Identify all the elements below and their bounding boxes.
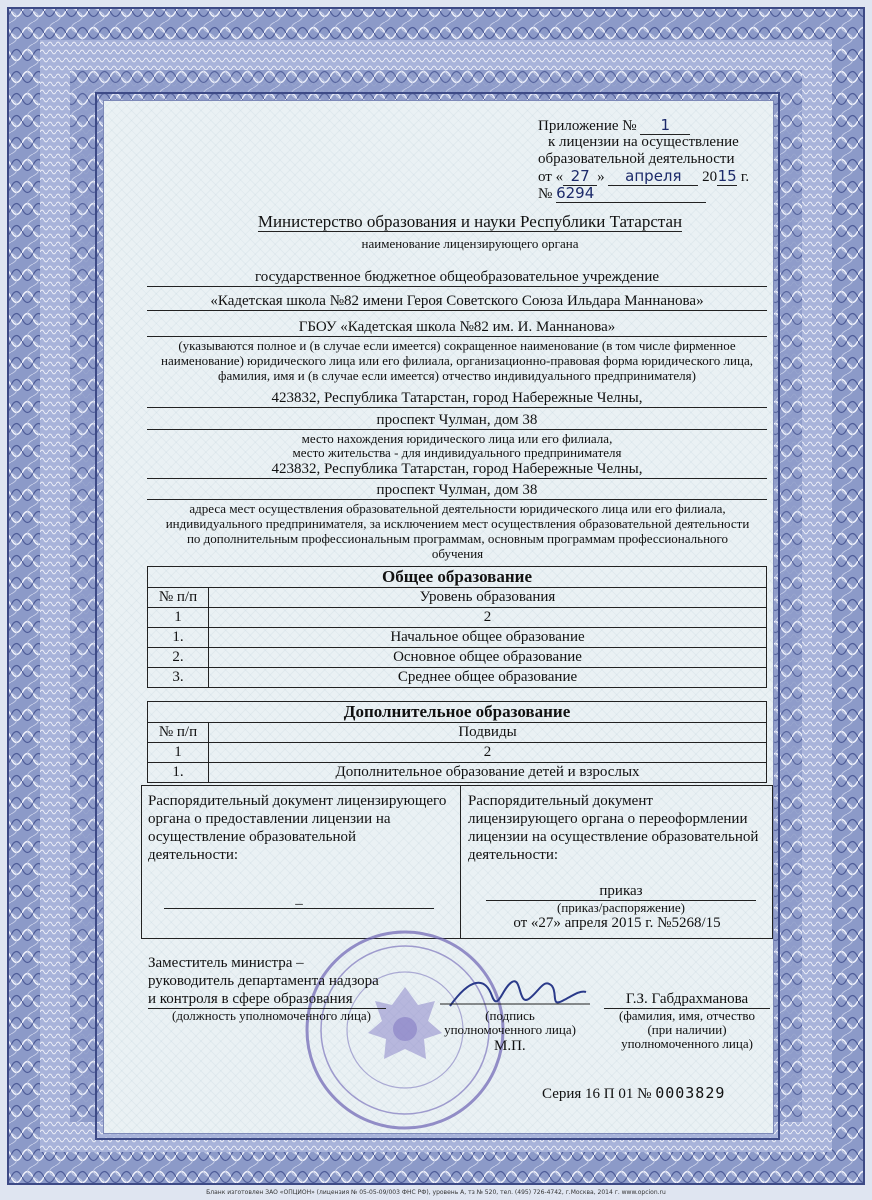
name-caption1: (фамилия, имя, отчество <box>619 1008 755 1023</box>
organization-short-name: ГБОУ «Кадетская школа №82 им. И. Маннанова» <box>147 318 767 337</box>
column-header-number: № п/п <box>148 588 209 608</box>
serial-block <box>542 1084 725 1103</box>
name-caption3: уполномоченного лица) <box>621 1036 753 1051</box>
reissue-document-caption: (приказ/распоряжение) <box>557 900 685 915</box>
column-index: 2 <box>209 608 767 628</box>
reissue-document-type: приказ <box>486 882 756 901</box>
serial-number: 0003829 <box>655 1084 726 1102</box>
reissue-document-text: Распорядительный документ лицензирующего органа о переоформлении лицензии на осуществление образовательной деятельности: <box>468 793 759 863</box>
activity-address-line2: проспект Чулман, дом 38 <box>147 481 767 500</box>
general-education-title: Общее образование <box>148 567 767 588</box>
grant-document-value: _ <box>164 890 434 909</box>
activity-address-caption: адреса мест осуществления образовательной деятельности юридического лица или его филиала, индивидуального предпринимателя, за исключением мест осуществления образовательной деятельности по дополнительным профессиональным программам, основным программам профессионального обучения <box>165 501 750 561</box>
reissue-document <box>468 792 766 938</box>
appendix-line3: образовательной деятельности <box>538 151 735 167</box>
address-line2: проспект Чулман, дом 38 <box>147 411 767 430</box>
position-line2: руководитель департамента надзора <box>148 973 379 989</box>
signatory-name: Г.З. Габдрахманова <box>604 990 770 1009</box>
column-index: 1 <box>148 608 209 628</box>
stamp-place: М.П. <box>494 1038 526 1054</box>
address-line1: 423832, Республика Татарстан, город Набережные Челны, <box>147 389 767 408</box>
grant-document-text: Распорядительный документ лицензирующего органа о предоставлении лицензии на осуществление образовательной деятельности: <box>148 793 447 863</box>
column-index: 1 <box>148 743 209 763</box>
table-row: 3. Среднее общее образование <box>148 668 767 688</box>
appendix-date: от « 27 » апреля 2015 г. <box>538 167 750 185</box>
organization-type: государственное бюджетное общеобразовательное учреждение <box>147 268 767 287</box>
organization-caption: (указываются полное и (в случае если имеется) сокращенное наименование (в том числе фирменное наименование) юридического лица или его филиала, организационно-правовая форма юридического лица, фамилия, имя и (в случае если имеется) отчество индивидуального предпринимателя) <box>161 338 753 383</box>
column-index: 2 <box>209 743 767 763</box>
column-header-level: Уровень образования <box>209 588 767 608</box>
serial-label: Серия <box>542 1086 582 1102</box>
serial-number-label: № <box>637 1086 652 1102</box>
table-row: 1. Начальное общее образование <box>148 628 767 648</box>
appendix-line2: к лицензии на осуществление <box>548 134 739 150</box>
column-header-number: № п/п <box>148 723 209 743</box>
appendix-number: 1 <box>640 116 690 135</box>
address-caption1: место нахождения юридического лица или его филиала, <box>301 431 613 446</box>
position-caption: (должность уполномоченного лица) <box>172 1008 372 1023</box>
organization-full-name: «Кадетская школа №82 имени Героя Советского Союза Ильдара Маннанова» <box>147 292 767 311</box>
serial-series: 16 П 01 <box>585 1086 634 1102</box>
additional-education-title: Дополнительное образование <box>148 702 767 723</box>
address-caption2: место жительства - для индивидуального предпринимателя <box>292 445 622 460</box>
table-row: 1. Дополнительное образование детей и взрослых <box>148 763 767 783</box>
reissue-document-date: от «27» апреля 2015 г. №5268/15 <box>513 915 721 931</box>
column-header-kind: Подвиды <box>209 723 767 743</box>
signature-caption1: (подпись <box>485 1008 535 1023</box>
general-education-table <box>147 566 767 688</box>
additional-education-table <box>147 701 767 783</box>
license-number: № 6294 <box>538 184 706 203</box>
position-line3: и контроля в сфере образования <box>148 990 386 1009</box>
table-row: 2. Основное общее образование <box>148 648 767 668</box>
grant-document <box>148 792 448 938</box>
authority-caption: наименование лицензирующего органа <box>361 236 579 251</box>
authority-name: Министерство образования и науки Республики Татарстан <box>257 212 683 231</box>
name-caption2: (при наличии) <box>647 1022 727 1037</box>
printer-footer: Бланк изготовлен ЗАО «ОПЦИОН» (лицензия № 05-05-09/003 ФНС РФ), уровень А, тз № 520, тел. (495) 726-4742, г.Москва, 2014 г. www.opcion.ru <box>206 1189 666 1196</box>
activity-address-line1: 423832, Республика Татарстан, город Набережные Челны, <box>147 460 767 479</box>
signature-caption2: уполномоченного лица) <box>444 1022 576 1037</box>
position-line1: Заместитель министра – <box>148 955 304 971</box>
appendix-label: Приложение № 1 <box>538 116 690 135</box>
administrative-documents <box>141 785 773 939</box>
